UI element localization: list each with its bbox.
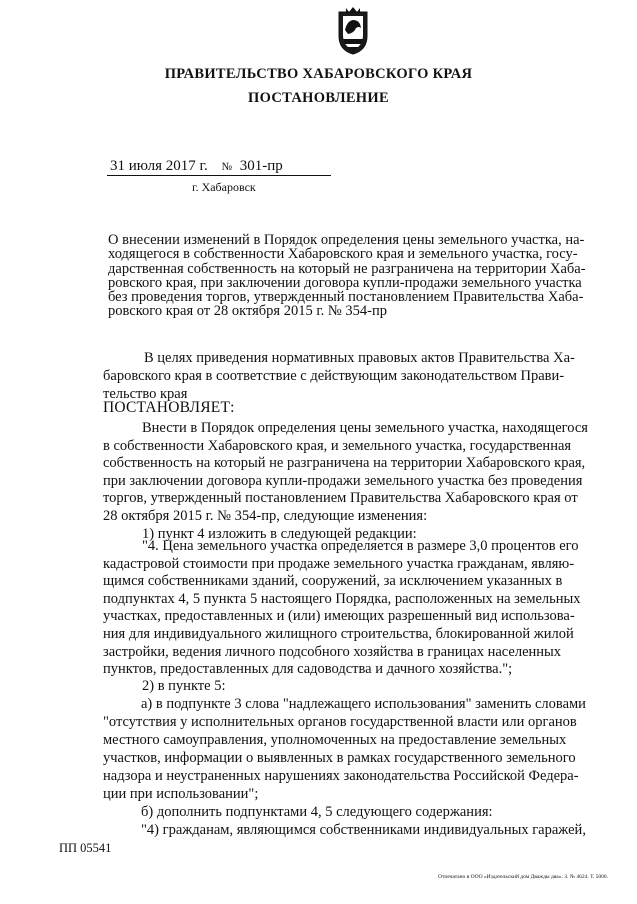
date-underline-divider	[107, 175, 331, 176]
intro-line: 28 октября 2015 г. № 354-пр, следующие изменения:	[103, 507, 428, 524]
intro-line: торгов, утвержденный постановлением Правительства Хабаровского края от	[103, 490, 578, 507]
intro-line: в собственности Хабаровского края, и земельного участка, государственная	[103, 437, 572, 454]
document-subject	[108, 233, 606, 319]
item-line: а) в подпункте 3 слова "надлежащего использования" заменить словами	[141, 696, 586, 712]
item-2-paragraph	[103, 677, 607, 839]
quote-line: "4. Цена земельного участка определяется в размере 3,0 процентов его	[142, 538, 579, 554]
subject-line: ровского края от 28 октября 2015 г. № 354-пр	[108, 303, 387, 320]
item-line: 2) в пункте 5:	[142, 678, 226, 694]
item-line: надзора и неустраненных нарушениях законодательства Российской Федера-	[103, 768, 579, 784]
coat-of-arms-emblem	[333, 6, 373, 56]
item-line: б) дополнить подпунктами 4, 5 следующего содержания:	[141, 804, 493, 820]
intro-line: Внести в Порядок определения цены земельного участка, находящегося	[142, 420, 588, 436]
decree-word: ПОСТАНОВЛЯЕТ:	[103, 399, 235, 416]
quote-line: ния для индивидуального жилищного строительства, блокированной жилой	[103, 625, 574, 642]
quote-line: участках, предоставленных и (или) имеющих разрешенный вид использова-	[103, 608, 575, 625]
quote-line: застройки, ведения личного подсобного хозяйства в границах населенных	[103, 643, 562, 660]
amendment-quote	[103, 538, 607, 679]
item-line: "4) гражданам, являющимся собственниками индивидуальных гаражей,	[141, 822, 586, 838]
date-number-line	[110, 158, 283, 175]
item-line: "отсутствия у исполнительных органов государственной власти или органов	[103, 714, 577, 730]
government-title: ПРАВИТЕЛЬСТВО ХАБАРОВСКОГО КРАЯ	[164, 66, 473, 82]
number-sign: №	[221, 161, 232, 173]
item-line: участков, информации о выявленных в рамках государственного земельного	[103, 750, 576, 766]
document-type-title: ПОСТАНОВЛЕНИЕ	[248, 90, 389, 106]
intro-line: 1) пункт 4 изложить в следующей редакции:	[142, 525, 417, 542]
subject-line: дарственная собственность на который не разграничена на территории Хаба-	[108, 260, 586, 277]
subject-line: ровского края, при заключении договора купли-продажи земельного участка	[108, 274, 582, 291]
item-line: местного самоуправления, уполномоченных на предоставление земельных	[103, 732, 567, 748]
quote-line: кадастровой стоимости при продаже земельного участка гражданам, являю-	[103, 555, 575, 572]
intro-paragraph	[103, 420, 607, 543]
document-number: 301-пр	[239, 158, 283, 174]
quote-line: пунктов, предоставленных для садоводства и дачного хозяйства.";	[103, 661, 513, 678]
subject-line: без проведения торгов, утвержденный постановлением Правительства Хаба-	[108, 289, 584, 306]
preamble-line: В целях приведения нормативных правовых актов Правительства Ха-	[144, 350, 575, 366]
printer-imprint: Отпечатано в ООО «Издательский дом Дважды два». З. № 4624. Т. 5000.	[438, 874, 609, 880]
quote-line: подпунктах 4, 5 пункта 5 настоящего Порядка, расположенных на земельных	[103, 590, 581, 607]
document-date: 31 июля 2017 г.	[110, 158, 208, 174]
footer-document-code: ПП 05541	[59, 841, 112, 855]
subject-line: ходящегося в собственности Хабаровского края и земельного участка, госу-	[108, 246, 578, 263]
subject-line: О внесении изменений в Порядок определения цены земельного участка, на-	[108, 232, 585, 248]
item-line: ции при использовании";	[103, 786, 259, 802]
preamble-line: баровского края в соответствие с действующим законодательством Прави-	[103, 367, 565, 384]
quote-line: щимся собственниками зданий, сооружений, за исключением указанных в	[103, 573, 563, 590]
preamble-paragraph	[103, 350, 607, 403]
document-city: г. Хабаровск	[192, 180, 256, 194]
preamble-line: тельство края	[103, 385, 188, 402]
intro-line: при заключении договора купли-продажи земельного участка без проведения	[103, 472, 583, 489]
intro-line: собственность на который не разграничена на территории Хабаровского края,	[103, 455, 586, 472]
